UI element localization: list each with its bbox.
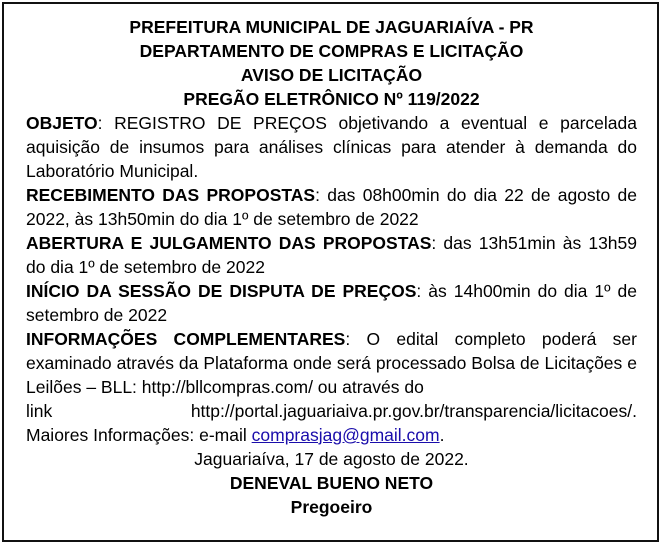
contact-email-link[interactable]: comprasjag@gmail.com	[251, 425, 440, 445]
section-informacoes	[26, 327, 637, 399]
notice-header	[26, 15, 637, 111]
objeto-text: : REGISTRO DE PREÇOS objetivando a eventual e parcelada aquisição de insumos para análises clínicas para atender à demanda do Laboratório Municipal.	[26, 113, 637, 181]
informacoes-text: : O edital completo poderá ser examinado através da Plataforma onde será processado Bolsa de Licitações e Leilões – BLL: http://bllcompras.com/ ou através do	[26, 329, 637, 397]
section-inicio	[26, 279, 637, 327]
section-abertura	[26, 231, 637, 279]
header-notice-type: AVISO DE LICITAÇÃO	[240, 65, 423, 85]
header-department: DEPARTAMENTO DE COMPRAS E LICITAÇÃO	[139, 41, 524, 61]
section-objeto	[26, 111, 637, 183]
objeto-label: OBJETO	[26, 113, 98, 133]
recebimento-text: : das 08h00min do dia 22 de agosto de 2022, às 13h50min do dia 1º de setembro de 2022	[26, 185, 637, 229]
abertura-label: ABERTURA E JULGAMENTO DAS PROPOSTAS	[26, 233, 432, 253]
inicio-label: INÍCIO DA SESSÃO DE DISPUTA DE PREÇOS	[26, 281, 417, 301]
informacoes-link-line: link http://portal.jaguariaiva.pr.gov.br/transparencia/licitacoes/.	[26, 401, 637, 421]
recebimento-label: RECEBIMENTO DAS PROPOSTAS	[26, 185, 316, 205]
informacoes-label: INFORMAÇÕES COMPLEMENTARES	[26, 329, 346, 349]
licitacao-notice	[2, 2, 659, 542]
contact-prefix: Maiores Informações: e-mail	[26, 425, 252, 445]
inicio-text: : às 14h00min do dia 1º de setembro de 2022	[26, 281, 637, 325]
signer-role: Pregoeiro	[290, 497, 373, 517]
section-recebimento	[26, 183, 637, 231]
contact-suffix: .	[439, 425, 445, 445]
place-date: Jaguariaíva, 17 de agosto de 2022.	[194, 449, 469, 469]
header-municipality: PREFEITURA MUNICIPAL DE JAGUARIAÍVA - PR	[129, 17, 534, 37]
informacoes-contact-line	[26, 423, 637, 447]
header-pregao-number: PREGÃO ELETRÔNICO Nº 119/2022	[183, 89, 480, 109]
signer-name: DENEVAL BUENO NETO	[229, 473, 434, 493]
abertura-text: : das 13h51min às 13h59 do dia 1º de setembro de 2022	[26, 233, 637, 277]
